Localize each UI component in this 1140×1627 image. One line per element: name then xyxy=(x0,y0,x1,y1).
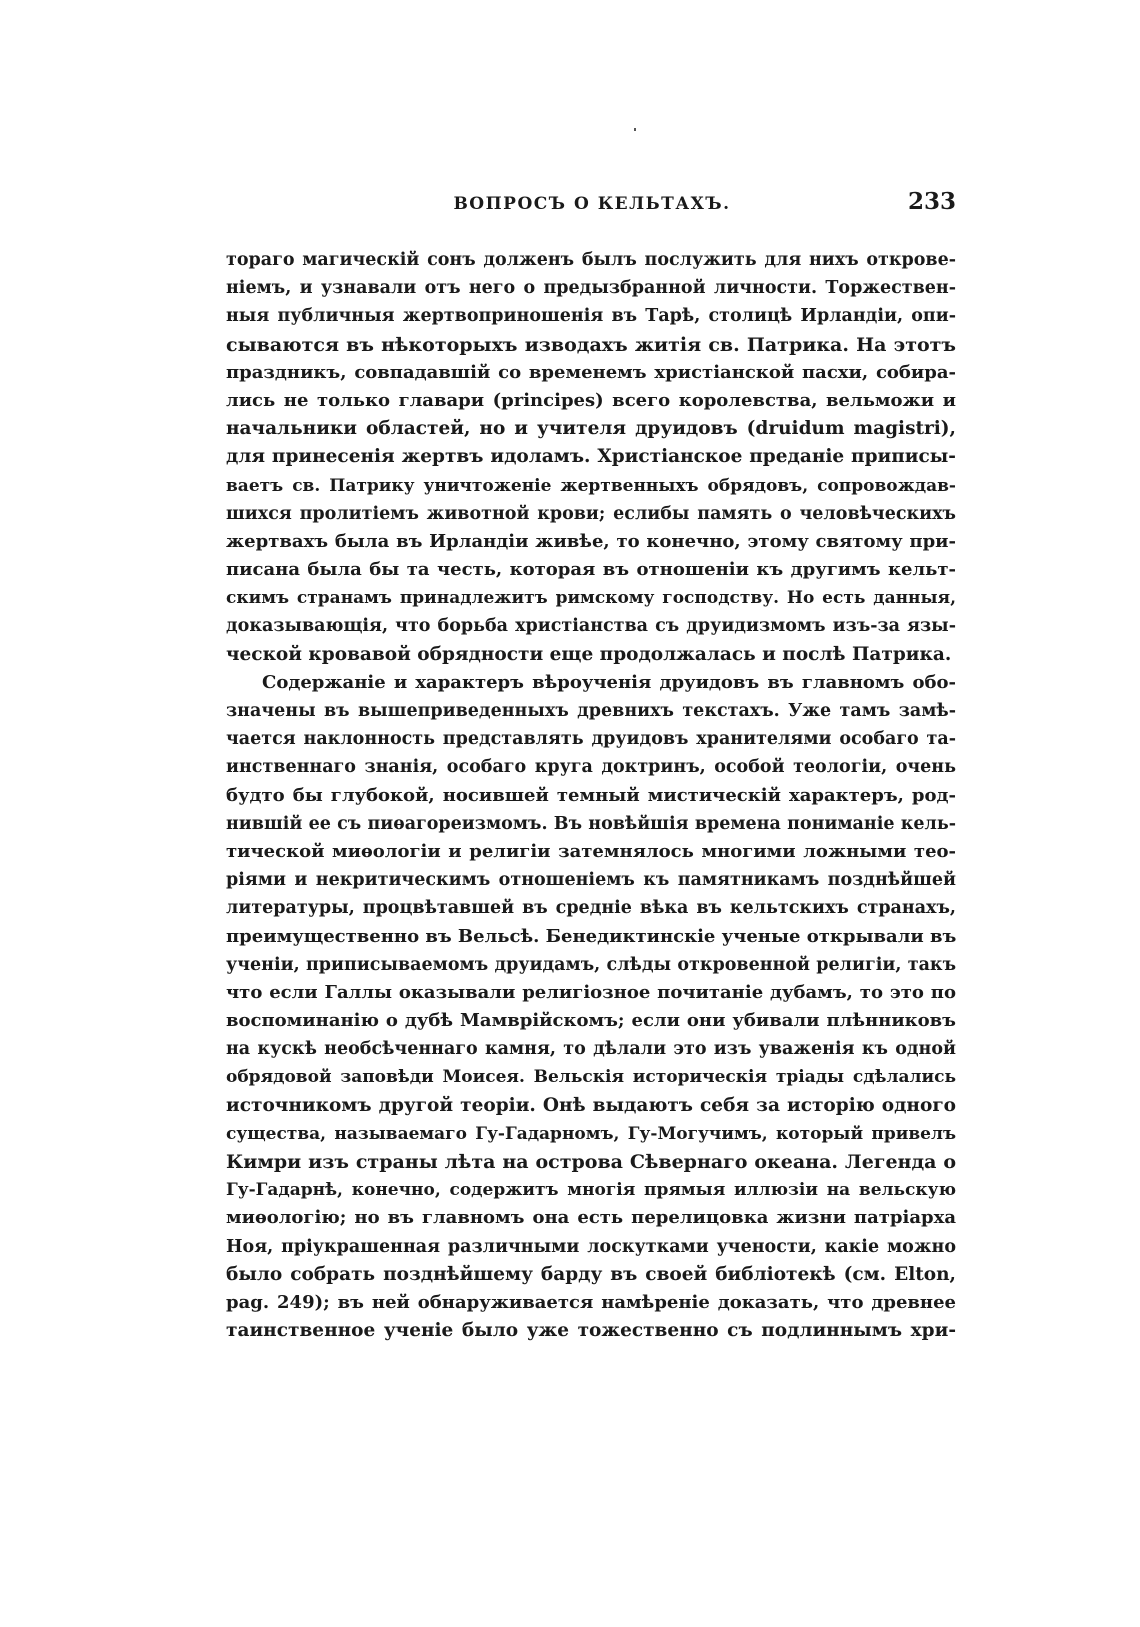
text-line: чается наклонность представлять друидовъ хранителями особаго та- xyxy=(226,729,956,750)
text-line: существа, называемаго Гу-Гадарномъ, Гу-Могучимъ, который привелъ xyxy=(226,1123,956,1144)
text-line: воспоминанію о дубѣ Мамврійскомъ; если они убивали плѣнниковъ xyxy=(226,1010,956,1032)
text-line: pag. 249); въ ней обнаруживается намѣреніе доказать, что древнее xyxy=(226,1291,956,1313)
text-line: скимъ странамъ принадлежитъ римскому господству. Но есть данныя, xyxy=(226,588,956,609)
text-line: обрядовой заповѣди Моисея. Вельскія историческія тріады сдѣлались xyxy=(226,1067,956,1088)
text-line: Гу-Гадарнѣ, конечно, содержитъ многія прямыя иллюзіи на вельскую xyxy=(226,1180,956,1201)
body-text xyxy=(226,246,956,1345)
page-number: 233 xyxy=(907,188,956,215)
text-line: ученіи, приписываемомъ друидамъ, слѣды откровенной религіи, такъ xyxy=(226,954,956,975)
text-line: было собрать позднѣйшему барду въ своей библіотекѣ (см. Elton, xyxy=(226,1263,956,1285)
text-line: будто бы глубокой, носившей темный мистическій характеръ, род- xyxy=(226,784,956,806)
text-line: миѳологію; но въ главномъ она есть перелицовка жизни патріарха xyxy=(226,1207,956,1229)
text-line: сываются въ нѣкоторыхъ изводахъ житія св. Патрика. На этотъ xyxy=(226,333,956,356)
text-line: нившій ее съ пиѳагореизмомъ. Въ новѣйшія времена пониманіе кель- xyxy=(226,813,956,834)
text-line: тораго магическій сонъ долженъ былъ послужить для нихъ открове- xyxy=(226,250,956,270)
text-line: на кускѣ необсѣченнаго камня, то дѣлали это изъ уваженія къ одной xyxy=(226,1039,956,1060)
stray-ink-mark xyxy=(634,128,636,131)
text-line: для принесенія жертвъ идоламъ. Христіанское преданіе приписы- xyxy=(226,446,956,468)
text-line: жертвахъ была въ Ирландіи живѣе, то конечно, этому святому при- xyxy=(226,530,956,552)
text-line: что если Галлы оказывали религіозное почитаніе дубамъ, то это по xyxy=(226,981,956,1003)
text-line: ріями и некритическимъ отношеніемъ къ памятникамъ позднѣйшей xyxy=(226,870,956,891)
text-line: значены въ вышеприведенныхъ древнихъ текстахъ. Уже тамъ замѣ- xyxy=(226,701,956,721)
text-line: Содержаніе и характеръ вѣроученія друидовъ въ главномъ обо- xyxy=(262,671,956,693)
text-line: Кимри изъ страны лѣта на острова Сѣвернаго океана. Легенда о xyxy=(226,1151,956,1173)
text-line: Ноя, пріукрашенная различными лоскутками учености, какіе можно xyxy=(226,1236,956,1257)
text-line: начальники областей, но и учителя друидовъ (druidum magistri), xyxy=(226,418,956,440)
text-line: ческой кровавой обрядности еще продолжалась и послѣ Патрика. xyxy=(226,643,952,665)
text-line: писана была бы та честь, которая въ отношеніи къ другимъ кельт- xyxy=(226,559,956,581)
text-line: ныя публичныя жертвоприношенія въ Тарѣ, столицѣ Ирландіи, опи- xyxy=(226,306,956,327)
text-line: доказывающія, что борьба христіанства съ друидизмомъ изъ-за язы- xyxy=(226,616,956,637)
text-line: таинственное ученіе было уже тожественно съ подлиннымъ хри- xyxy=(226,1320,956,1342)
text-line: инственнаго знанія, особаго круга доктринъ, особой теологіи, очень xyxy=(226,757,956,778)
text-line: тической миѳологіи и религіи затемнялось многими ложными тео- xyxy=(226,840,956,862)
text-line: литературы, процвѣтавшей въ средніе вѣка въ кельтскихъ странахъ, xyxy=(226,898,956,919)
text-line: ніемъ, и узнавали отъ него о предызбранной личности. Торжествен- xyxy=(226,278,956,299)
page-header xyxy=(228,188,956,228)
text-line: шихся пролитіемъ животной крови; еслибы память о человѣческихъ xyxy=(226,503,956,524)
text-line: преимущественно въ Вельсѣ. Бенедиктинскіе ученые открывали въ xyxy=(226,925,956,947)
running-title: ВОПРОСЪ О КЕЛЬТАХЪ. xyxy=(453,194,731,214)
text-line: источникомъ другой теоріи. Онѣ выдаютъ себя за исторію одного xyxy=(226,1094,956,1116)
text-line: ваетъ св. Патрику уничтоженіе жертвенныхъ обрядовъ, сопровождав- xyxy=(226,475,956,496)
text-line: лись не только главари (principes) всего королевства, вельможи и xyxy=(226,389,956,411)
text-line: праздникъ, совпадавшій со временемъ христіанской пасхи, собира- xyxy=(226,361,956,383)
